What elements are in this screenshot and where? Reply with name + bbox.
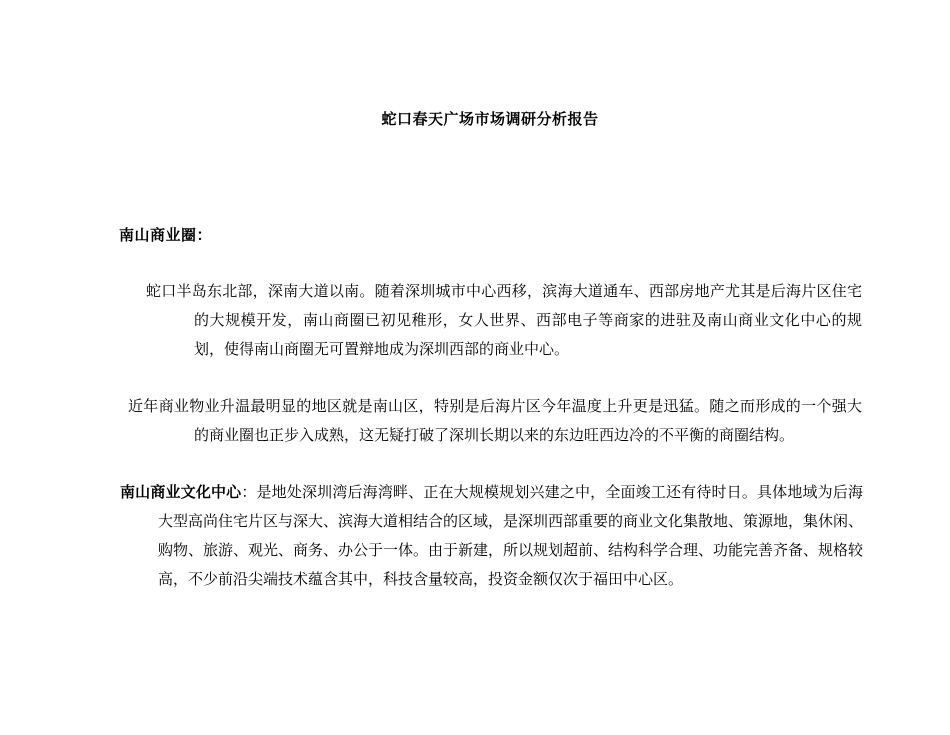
paragraph-nanshan-location: 蛇口半岛东北部，深南大道以南。随着深圳城市中心西移，滨海大道通车、西部房地产尤其是后海片区住宅的大规模开发，南山商圈已初见稚形，女人世界、西部电子等商家的进驻及南山商业文化中心的规划，使得南山商圈无可置辩地成为深圳西部的商业中心。: [146, 282, 862, 358]
document-title: 蛇口春天广场市场调研分析报告: [381, 110, 599, 128]
paragraph-lead-term: 南山商业文化中心: [120, 483, 242, 501]
paragraph-commercial-growth: 近年商业物业升温最明显的地区就是南山区，特别是后海片区今年温度上升更是迅猛。随之而形成的一个强大的商业圈也正步入成熟，这无疑打破了深圳长期以来的东边旺西边冷的不平衡的商圈结构。: [128, 397, 862, 444]
paragraph-body-text: ：是地处深圳湾后海湾畔、正在大规模规划兴建之中，全面竣工还有待时日。具体地域为后海大型高尚住宅片区与深大、滨海大道相结合的区域，是深圳西部重要的商业文化集散地、策源地，集休闲、购物、旅游、观光、商务、办公于一体。由于新建，所以规划超前、结构科学合理、功能完善齐备、规格较高，不少前沿尖端技术蕴含其中，科技含量较高，投资金额仅次于福田中心区。: [158, 483, 864, 588]
section-heading: 南山商业圈：: [119, 226, 213, 244]
paragraph-cultural-center: [120, 478, 864, 594]
